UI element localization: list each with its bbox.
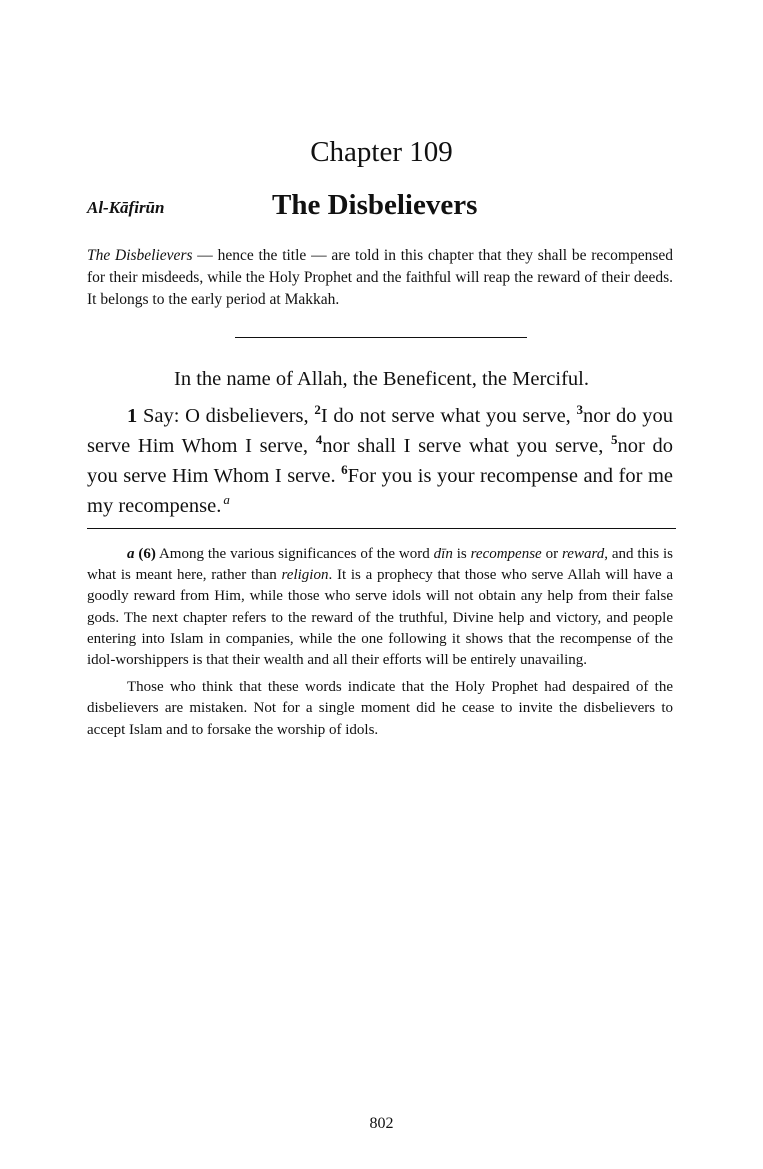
footnote-text-segment: or bbox=[541, 546, 562, 562]
footnote-marker: a bbox=[127, 546, 135, 562]
footnote-text-segment: Among the various significances of the word bbox=[155, 546, 434, 562]
footnote-text-segment: . It is a prophecy that those who serve Allah will have a goodly reward from Him, while those who serve idols will not obtain any help from their false gods. The next chapter refers to the reward of the truthful, Divine help and victory, and people entering into Islam in companies, while the one following it shows that the recompense of the idol-worshippers is that their wealth and all their efforts will be entirely unavailing. bbox=[87, 567, 674, 669]
verse-number-4: 4 bbox=[315, 432, 323, 448]
verse-number-6: 6 bbox=[341, 462, 348, 478]
verse-1: Say: O disbelievers, bbox=[137, 405, 315, 427]
verse-6: For you is your recompense and for me my recompense. bbox=[87, 465, 673, 517]
bismillah-line: In the name of Allah, the Beneficent, the Merciful. bbox=[174, 368, 589, 390]
footnote-paragraph-2: Those who think that these words indicate that the Holy Prophet had despaired of the disbelievers are mistaken. Not for a single moment did he cease to invite the disbelievers to accept Islam and to forsake the worship of idols. bbox=[87, 679, 673, 738]
verse-3: nor do you serve Him Whom I serve, bbox=[87, 405, 673, 457]
verse-5: nor do you serve Him Whom I serve. bbox=[87, 435, 673, 487]
footnote-verse-ref: (6) bbox=[138, 546, 156, 562]
verse-2: I do not serve what you serve, bbox=[320, 405, 577, 427]
intro-text: — hence the title — are told in this chapter that they shall be recompensed for their misdeeds, while the Holy Prophet and the faithful will reap the reward of their deeds. It belongs to the early period at Makkah. bbox=[87, 247, 674, 308]
term-religion: religion bbox=[281, 567, 329, 584]
chapter-number-heading: Chapter 109 bbox=[310, 136, 453, 168]
term-din: dīn bbox=[433, 546, 453, 562]
footnote-block bbox=[87, 544, 673, 741]
verse-4: nor shall I serve what you serve, bbox=[322, 435, 611, 457]
term-recompense: recompense bbox=[470, 546, 542, 562]
chapter-introduction bbox=[87, 245, 673, 311]
intro-lead: The Disbelievers bbox=[87, 247, 193, 264]
footnote-text-segment: , and this is what is meant here, rather than bbox=[87, 546, 673, 584]
term-reward: reward bbox=[562, 546, 605, 562]
footnote-paragraph-1 bbox=[87, 544, 673, 671]
page-number: 802 bbox=[369, 1115, 394, 1132]
footnote-text-segment: is bbox=[452, 546, 471, 562]
footnote-reference[interactable]: a bbox=[223, 492, 230, 508]
arabic-chapter-name: Al-Kāfirūn bbox=[87, 198, 165, 217]
verse-number-1: 1 bbox=[127, 405, 138, 427]
verse-number-2: 2 bbox=[314, 402, 321, 418]
english-chapter-title: The Disbelievers bbox=[272, 189, 478, 221]
verse-number-3: 3 bbox=[576, 402, 583, 418]
verses-block bbox=[87, 401, 673, 521]
verse-number-5: 5 bbox=[611, 432, 618, 448]
section-divider bbox=[235, 337, 527, 338]
footnote-divider bbox=[87, 528, 676, 529]
